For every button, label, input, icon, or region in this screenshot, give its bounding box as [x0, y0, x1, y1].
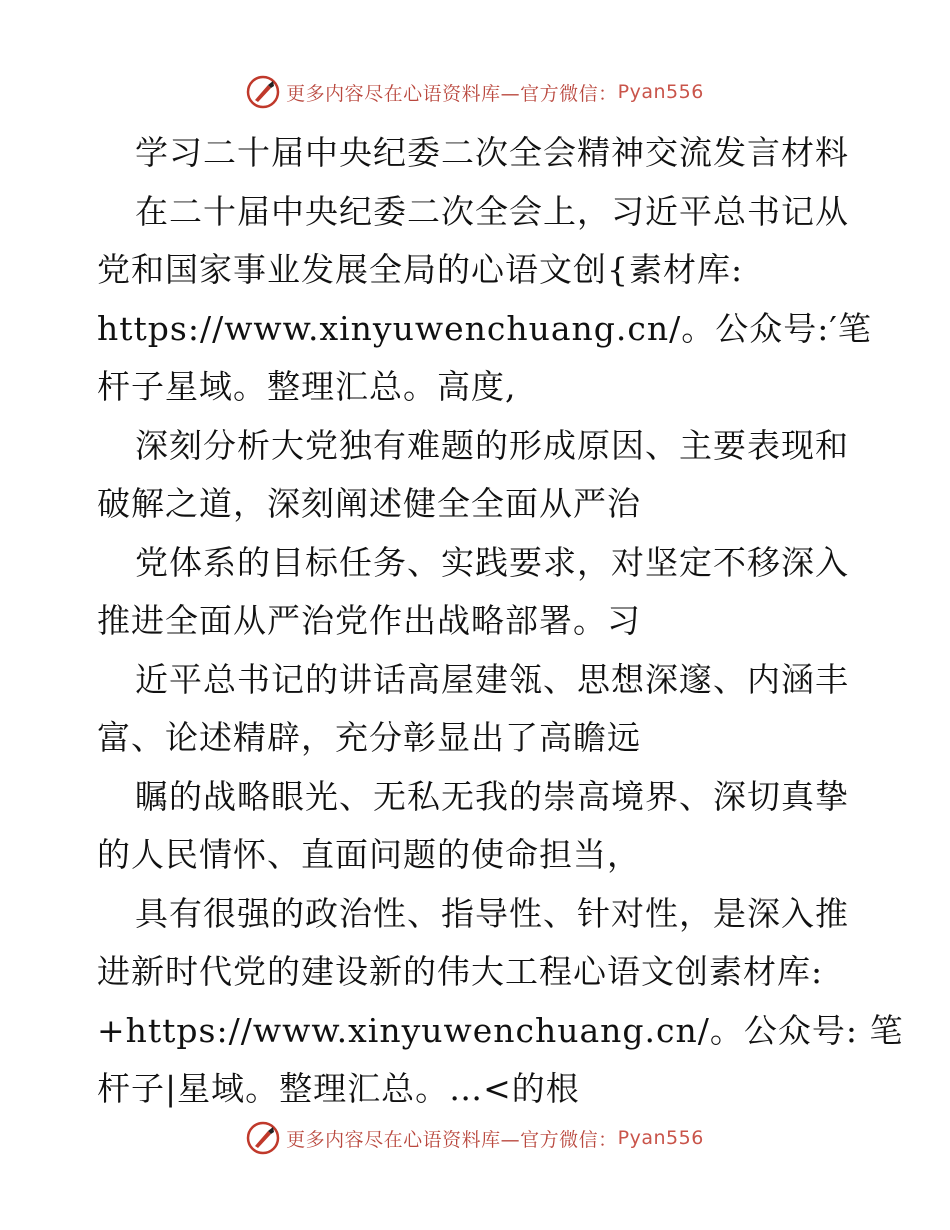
watermark-text: 更多内容尽在心语资料库—官方微信： — [286, 1128, 618, 1151]
text-line: 推进全面从严治党作出战略部署。习 — [97, 601, 641, 640]
text-line: 深刻分析大党独有难题的形成原因、主要表现和 — [135, 425, 849, 465]
watermark-banner-bottom — [0, 1118, 950, 1158]
text-line: 学习二十届中央纪委二次全会精神交流发言材料 — [135, 133, 849, 172]
text-line: 在二十届中央纪委二次全会上，习近平总书记从 — [135, 191, 849, 231]
text-line: 近平总书记的讲话高屋建瓴、思想深邃、内涵丰 — [135, 659, 849, 699]
text-line: 的人民情怀、直面问题的使命担当， — [97, 835, 641, 874]
document-body — [97, 124, 904, 1119]
text-line: 杆子星域。整理汇总。高度, — [97, 367, 517, 406]
watermark-text: 更多内容尽在心语资料库—官方微信： — [286, 82, 618, 105]
watermark-handle: Pyan556 — [617, 1127, 704, 1149]
quill-logo-icon — [246, 75, 280, 109]
text-line: 杆子|星域。整理汇总。…<的根 — [97, 1069, 580, 1108]
quill-logo-icon — [246, 1121, 280, 1155]
text-line: 具有很强的政治性、指导性、针对性，是深入推 — [135, 893, 849, 933]
text-line: 破解之道，深刻阐述健全全面从严治 — [97, 484, 641, 523]
text-line: 瞩的战略眼光、无私无我的崇高境界、深切真挚 — [135, 776, 849, 816]
text-line: 党体系的目标任务、实践要求，对坚定不移深入 — [135, 542, 849, 582]
text-line: +https://www.xinyuwenchuang.cn/。公众号: 笔 — [97, 1010, 904, 1050]
text-line: 党和国家事业发展全局的心语文创{素材库: — [97, 250, 744, 289]
text-line: 富、论述精辟，充分彰显出了高瞻远 — [97, 718, 641, 757]
watermark-banner-top — [0, 72, 950, 112]
text-line: https://www.xinyuwenchuang.cn/。公众号:′笔 — [97, 308, 872, 348]
text-line: 进新时代党的建设新的伟大工程心语文创素材库: — [97, 952, 824, 991]
watermark-handle: Pyan556 — [617, 81, 704, 103]
